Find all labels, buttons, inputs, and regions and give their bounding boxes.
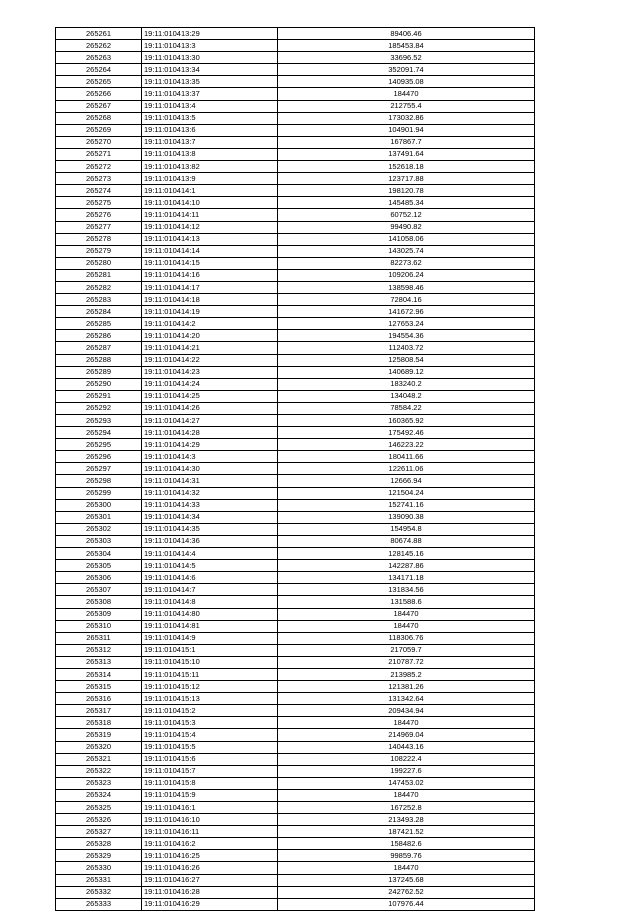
cadastral-number-cell: 19:11:010415:9	[142, 789, 278, 801]
cadastral-number-cell: 19:11:010415:1	[142, 644, 278, 656]
value-cell: 167252.8	[278, 802, 535, 814]
row-number-cell: 265287	[56, 342, 142, 354]
row-number-cell: 265330	[56, 862, 142, 874]
table-row	[56, 826, 535, 838]
table-row	[56, 656, 535, 668]
table-row	[56, 415, 535, 427]
table-row	[56, 632, 535, 644]
cadastral-number-cell: 19:11:010414:11	[142, 209, 278, 221]
cadastral-number-cell: 19:11:010414:16	[142, 269, 278, 281]
table-row	[56, 572, 535, 584]
table-row	[56, 511, 535, 523]
row-number-cell: 265268	[56, 112, 142, 124]
row-number-cell: 265328	[56, 838, 142, 850]
row-number-cell: 265317	[56, 705, 142, 717]
row-number-cell: 265315	[56, 681, 142, 693]
cadastral-number-cell: 19:11:010414:4	[142, 548, 278, 560]
row-number-cell: 265311	[56, 632, 142, 644]
cadastral-number-cell: 19:11:010413:7	[142, 136, 278, 148]
value-cell: 209434.94	[278, 705, 535, 717]
table-row	[56, 378, 535, 390]
table-row	[56, 330, 535, 342]
value-cell: 125808.54	[278, 354, 535, 366]
table-row	[56, 28, 535, 40]
table-row	[56, 693, 535, 705]
table-row	[56, 112, 535, 124]
table-row	[56, 681, 535, 693]
row-number-cell: 265284	[56, 306, 142, 318]
table-row	[56, 390, 535, 402]
table-row	[56, 173, 535, 185]
row-number-cell: 265296	[56, 451, 142, 463]
cadastral-number-cell: 19:11:010414:10	[142, 197, 278, 209]
value-cell: 185453.84	[278, 40, 535, 52]
value-cell: 214969.04	[278, 729, 535, 741]
row-number-cell: 265294	[56, 427, 142, 439]
cadastral-number-cell: 19:11:010414:32	[142, 487, 278, 499]
row-number-cell: 265320	[56, 741, 142, 753]
table-row	[56, 294, 535, 306]
value-cell: 184470	[278, 88, 535, 100]
cadastral-number-cell: 19:11:010415:2	[142, 705, 278, 717]
value-cell: 187421.52	[278, 826, 535, 838]
value-cell: 134048.2	[278, 390, 535, 402]
row-number-cell: 265285	[56, 318, 142, 330]
value-cell: 121504.24	[278, 487, 535, 499]
row-number-cell: 265269	[56, 124, 142, 136]
row-number-cell: 265306	[56, 572, 142, 584]
table-row	[56, 596, 535, 608]
value-cell: 131588.6	[278, 596, 535, 608]
table-row	[56, 281, 535, 293]
table-row	[56, 644, 535, 656]
table-row	[56, 838, 535, 850]
cadastral-number-cell: 19:11:010414:20	[142, 330, 278, 342]
cadastral-number-cell: 19:11:010414:5	[142, 560, 278, 572]
table-row	[56, 197, 535, 209]
value-cell: 123717.88	[278, 173, 535, 185]
row-number-cell: 265262	[56, 40, 142, 52]
cadastral-number-cell: 19:11:010415:10	[142, 656, 278, 668]
value-cell: 142287.86	[278, 560, 535, 572]
cadastral-number-cell: 19:11:010414:1	[142, 185, 278, 197]
cadastral-number-cell: 19:11:010413:34	[142, 64, 278, 76]
row-number-cell: 265302	[56, 523, 142, 535]
table-row	[56, 717, 535, 729]
table-row	[56, 136, 535, 148]
row-number-cell: 265267	[56, 100, 142, 112]
value-cell: 141058.06	[278, 233, 535, 245]
row-number-cell: 265322	[56, 765, 142, 777]
row-number-cell: 265301	[56, 511, 142, 523]
value-cell: 198120.78	[278, 185, 535, 197]
table-row	[56, 451, 535, 463]
value-cell: 140935.08	[278, 76, 535, 88]
value-cell: 33696.52	[278, 52, 535, 64]
cadastral-number-cell: 19:11:010414:8	[142, 596, 278, 608]
table-row	[56, 729, 535, 741]
value-cell: 352091.74	[278, 64, 535, 76]
row-number-cell: 265313	[56, 656, 142, 668]
table-row	[56, 560, 535, 572]
row-number-cell: 265270	[56, 136, 142, 148]
table-row	[56, 52, 535, 64]
cadastral-number-cell: 19:11:010414:13	[142, 233, 278, 245]
row-number-cell: 265305	[56, 560, 142, 572]
table-row	[56, 40, 535, 52]
value-cell: 137491.64	[278, 148, 535, 160]
cadastral-number-cell: 19:11:010415:4	[142, 729, 278, 741]
cadastral-number-cell: 19:11:010414:30	[142, 463, 278, 475]
row-number-cell: 265277	[56, 221, 142, 233]
table-row	[56, 402, 535, 414]
cadastral-value-table	[55, 27, 535, 911]
cadastral-number-cell: 19:11:010414:18	[142, 294, 278, 306]
row-number-cell: 265282	[56, 281, 142, 293]
cadastral-number-cell: 19:11:010413:29	[142, 28, 278, 40]
value-cell: 139090.38	[278, 511, 535, 523]
table-row	[56, 64, 535, 76]
row-number-cell: 265299	[56, 487, 142, 499]
row-number-cell: 265308	[56, 596, 142, 608]
table-row	[56, 269, 535, 281]
value-cell: 152741.16	[278, 499, 535, 511]
row-number-cell: 265312	[56, 644, 142, 656]
cadastral-number-cell: 19:11:010414:25	[142, 390, 278, 402]
cadastral-number-cell: 19:11:010413:6	[142, 124, 278, 136]
table-row	[56, 548, 535, 560]
table-row	[56, 221, 535, 233]
cadastral-number-cell: 19:11:010414:81	[142, 620, 278, 632]
cadastral-number-cell: 19:11:010414:15	[142, 257, 278, 269]
cadastral-number-cell: 19:11:010414:33	[142, 499, 278, 511]
row-number-cell: 265321	[56, 753, 142, 765]
value-cell: 175492.46	[278, 427, 535, 439]
cadastral-number-cell: 19:11:010414:80	[142, 608, 278, 620]
row-number-cell: 265288	[56, 354, 142, 366]
table-row	[56, 789, 535, 801]
table-row	[56, 814, 535, 826]
cadastral-number-cell: 19:11:010414:36	[142, 535, 278, 547]
cadastral-number-cell: 19:11:010416:2	[142, 838, 278, 850]
cadastral-number-cell: 19:11:010414:29	[142, 439, 278, 451]
table-row	[56, 499, 535, 511]
value-cell: 184470	[278, 862, 535, 874]
cadastral-number-cell: 19:11:010414:19	[142, 306, 278, 318]
cadastral-number-cell: 19:11:010413:82	[142, 161, 278, 173]
row-number-cell: 265264	[56, 64, 142, 76]
row-number-cell: 265310	[56, 620, 142, 632]
value-cell: 213493.28	[278, 814, 535, 826]
table-row	[56, 777, 535, 789]
row-number-cell: 265329	[56, 850, 142, 862]
value-cell: 60752.12	[278, 209, 535, 221]
row-number-cell: 265304	[56, 548, 142, 560]
cadastral-number-cell: 19:11:010414:22	[142, 354, 278, 366]
cadastral-number-cell: 19:11:010414:23	[142, 366, 278, 378]
value-cell: 199227.6	[278, 765, 535, 777]
row-number-cell: 265286	[56, 330, 142, 342]
cadastral-number-cell: 19:11:010413:5	[142, 112, 278, 124]
row-number-cell: 265273	[56, 173, 142, 185]
value-cell: 210787.72	[278, 656, 535, 668]
value-cell: 184470	[278, 789, 535, 801]
value-cell: 173032.86	[278, 112, 535, 124]
row-number-cell: 265281	[56, 269, 142, 281]
value-cell: 99859.76	[278, 850, 535, 862]
value-cell: 143025.74	[278, 245, 535, 257]
table-row	[56, 439, 535, 451]
cadastral-number-cell: 19:11:010416:11	[142, 826, 278, 838]
cadastral-number-cell: 19:11:010415:6	[142, 753, 278, 765]
row-number-cell: 265303	[56, 535, 142, 547]
row-number-cell: 265319	[56, 729, 142, 741]
row-number-cell: 265290	[56, 378, 142, 390]
value-cell: 89406.46	[278, 28, 535, 40]
row-number-cell: 265309	[56, 608, 142, 620]
row-number-cell: 265280	[56, 257, 142, 269]
value-cell: 194554.36	[278, 330, 535, 342]
value-cell: 109206.24	[278, 269, 535, 281]
table-row	[56, 233, 535, 245]
row-number-cell: 265279	[56, 245, 142, 257]
table-row	[56, 753, 535, 765]
value-cell: 154954.8	[278, 523, 535, 535]
table-row	[56, 898, 535, 910]
value-cell: 147453.02	[278, 777, 535, 789]
table-row	[56, 886, 535, 898]
table-row	[56, 148, 535, 160]
row-number-cell: 265318	[56, 717, 142, 729]
value-cell: 158482.6	[278, 838, 535, 850]
cadastral-number-cell: 19:11:010416:26	[142, 862, 278, 874]
row-number-cell: 265297	[56, 463, 142, 475]
cadastral-number-cell: 19:11:010414:26	[142, 402, 278, 414]
row-number-cell: 265272	[56, 161, 142, 173]
cadastral-number-cell: 19:11:010414:6	[142, 572, 278, 584]
value-cell: 140443.16	[278, 741, 535, 753]
table-row	[56, 161, 535, 173]
value-cell: 213985.2	[278, 668, 535, 680]
row-number-cell: 265265	[56, 76, 142, 88]
table-row	[56, 427, 535, 439]
table-row	[56, 475, 535, 487]
table-row	[56, 850, 535, 862]
value-cell: 134171.18	[278, 572, 535, 584]
value-cell: 121381.26	[278, 681, 535, 693]
value-cell: 167867.7	[278, 136, 535, 148]
value-cell: 152618.18	[278, 161, 535, 173]
value-cell: 146223.22	[278, 439, 535, 451]
table-row	[56, 620, 535, 632]
row-number-cell: 265331	[56, 874, 142, 886]
value-cell: 184470	[278, 620, 535, 632]
cadastral-number-cell: 19:11:010416:1	[142, 802, 278, 814]
value-cell: 184470	[278, 717, 535, 729]
row-number-cell: 265276	[56, 209, 142, 221]
row-number-cell: 265332	[56, 886, 142, 898]
table-row	[56, 124, 535, 136]
cadastral-number-cell: 19:11:010416:29	[142, 898, 278, 910]
row-number-cell: 265333	[56, 898, 142, 910]
table-row	[56, 342, 535, 354]
value-cell: 131834.56	[278, 584, 535, 596]
row-number-cell: 265314	[56, 668, 142, 680]
row-number-cell: 265323	[56, 777, 142, 789]
value-cell: 78584.22	[278, 402, 535, 414]
cadastral-number-cell: 19:11:010415:8	[142, 777, 278, 789]
row-number-cell: 265291	[56, 390, 142, 402]
cadastral-number-cell: 19:11:010415:5	[142, 741, 278, 753]
value-cell: 80674.88	[278, 535, 535, 547]
cadastral-number-cell: 19:11:010414:3	[142, 451, 278, 463]
row-number-cell: 265307	[56, 584, 142, 596]
value-cell: 112403.72	[278, 342, 535, 354]
table-row	[56, 874, 535, 886]
row-number-cell: 265298	[56, 475, 142, 487]
cadastral-number-cell: 19:11:010413:30	[142, 52, 278, 64]
value-cell: 72804.16	[278, 294, 535, 306]
row-number-cell: 265292	[56, 402, 142, 414]
row-number-cell: 265316	[56, 693, 142, 705]
value-cell: 128145.16	[278, 548, 535, 560]
table-row	[56, 366, 535, 378]
cadastral-number-cell: 19:11:010414:17	[142, 281, 278, 293]
cadastral-number-cell: 19:11:010414:28	[142, 427, 278, 439]
table-row	[56, 318, 535, 330]
table-row	[56, 185, 535, 197]
cadastral-number-cell: 19:11:010414:7	[142, 584, 278, 596]
row-number-cell: 265271	[56, 148, 142, 160]
table-row	[56, 463, 535, 475]
cadastral-number-cell: 19:11:010415:13	[142, 693, 278, 705]
cadastral-number-cell: 19:11:010414:27	[142, 415, 278, 427]
table-row	[56, 306, 535, 318]
cadastral-number-cell: 19:11:010414:21	[142, 342, 278, 354]
value-cell: 122611.06	[278, 463, 535, 475]
cadastral-number-cell: 19:11:010414:31	[142, 475, 278, 487]
value-cell: 82273.62	[278, 257, 535, 269]
table-row	[56, 209, 535, 221]
table-row	[56, 88, 535, 100]
value-cell: 107976.44	[278, 898, 535, 910]
table-body	[56, 28, 535, 911]
cadastral-number-cell: 19:11:010413:35	[142, 76, 278, 88]
cadastral-number-cell: 19:11:010416:25	[142, 850, 278, 862]
table-row	[56, 100, 535, 112]
cadastral-number-cell: 19:11:010413:3	[142, 40, 278, 52]
cadastral-number-cell: 19:11:010414:34	[142, 511, 278, 523]
table-row	[56, 741, 535, 753]
value-cell: 131342.64	[278, 693, 535, 705]
value-cell: 99490.82	[278, 221, 535, 233]
cadastral-number-cell: 19:11:010415:7	[142, 765, 278, 777]
cadastral-number-cell: 19:11:010413:4	[142, 100, 278, 112]
cadastral-number-cell: 19:11:010413:9	[142, 173, 278, 185]
table-row	[56, 705, 535, 717]
cadastral-number-cell: 19:11:010416:27	[142, 874, 278, 886]
value-cell: 141672.96	[278, 306, 535, 318]
value-cell: 118306.76	[278, 632, 535, 644]
cadastral-number-cell: 19:11:010414:2	[142, 318, 278, 330]
table-row	[56, 765, 535, 777]
value-cell: 217059.7	[278, 644, 535, 656]
value-cell: 212755.4	[278, 100, 535, 112]
cadastral-number-cell: 19:11:010416:28	[142, 886, 278, 898]
table-row	[56, 802, 535, 814]
table-row	[56, 257, 535, 269]
cadastral-number-cell: 19:11:010413:8	[142, 148, 278, 160]
value-cell: 184470	[278, 608, 535, 620]
cadastral-number-cell: 19:11:010414:12	[142, 221, 278, 233]
cadastral-number-cell: 19:11:010415:11	[142, 668, 278, 680]
value-cell: 138598.46	[278, 281, 535, 293]
value-cell: 160365.92	[278, 415, 535, 427]
value-cell: 137245.68	[278, 874, 535, 886]
value-cell: 12666.94	[278, 475, 535, 487]
cadastral-number-cell: 19:11:010414:14	[142, 245, 278, 257]
row-number-cell: 265325	[56, 802, 142, 814]
table-row	[56, 487, 535, 499]
row-number-cell: 265275	[56, 197, 142, 209]
table-row	[56, 76, 535, 88]
value-cell: 183240.2	[278, 378, 535, 390]
row-number-cell: 265295	[56, 439, 142, 451]
row-number-cell: 265261	[56, 28, 142, 40]
row-number-cell: 265278	[56, 233, 142, 245]
table-row	[56, 584, 535, 596]
value-cell: 127653.24	[278, 318, 535, 330]
cadastral-number-cell: 19:11:010415:12	[142, 681, 278, 693]
row-number-cell: 265263	[56, 52, 142, 64]
row-number-cell: 265293	[56, 415, 142, 427]
cadastral-number-cell: 19:11:010416:10	[142, 814, 278, 826]
row-number-cell: 265274	[56, 185, 142, 197]
value-cell: 145485.34	[278, 197, 535, 209]
table-row	[56, 668, 535, 680]
row-number-cell: 265266	[56, 88, 142, 100]
table-row	[56, 862, 535, 874]
row-number-cell: 265326	[56, 814, 142, 826]
table-row	[56, 608, 535, 620]
cadastral-number-cell: 19:11:010414:24	[142, 378, 278, 390]
row-number-cell: 265324	[56, 789, 142, 801]
value-cell: 140689.12	[278, 366, 535, 378]
value-cell: 180411.66	[278, 451, 535, 463]
row-number-cell: 265327	[56, 826, 142, 838]
table-row	[56, 245, 535, 257]
table-row	[56, 523, 535, 535]
value-cell: 242762.52	[278, 886, 535, 898]
cadastral-number-cell: 19:11:010413:37	[142, 88, 278, 100]
value-cell: 108222.4	[278, 753, 535, 765]
row-number-cell: 265289	[56, 366, 142, 378]
value-cell: 104901.94	[278, 124, 535, 136]
row-number-cell: 265300	[56, 499, 142, 511]
cadastral-number-cell: 19:11:010415:3	[142, 717, 278, 729]
row-number-cell: 265283	[56, 294, 142, 306]
cadastral-number-cell: 19:11:010414:9	[142, 632, 278, 644]
table-row	[56, 535, 535, 547]
table-row	[56, 354, 535, 366]
cadastral-number-cell: 19:11:010414:35	[142, 523, 278, 535]
